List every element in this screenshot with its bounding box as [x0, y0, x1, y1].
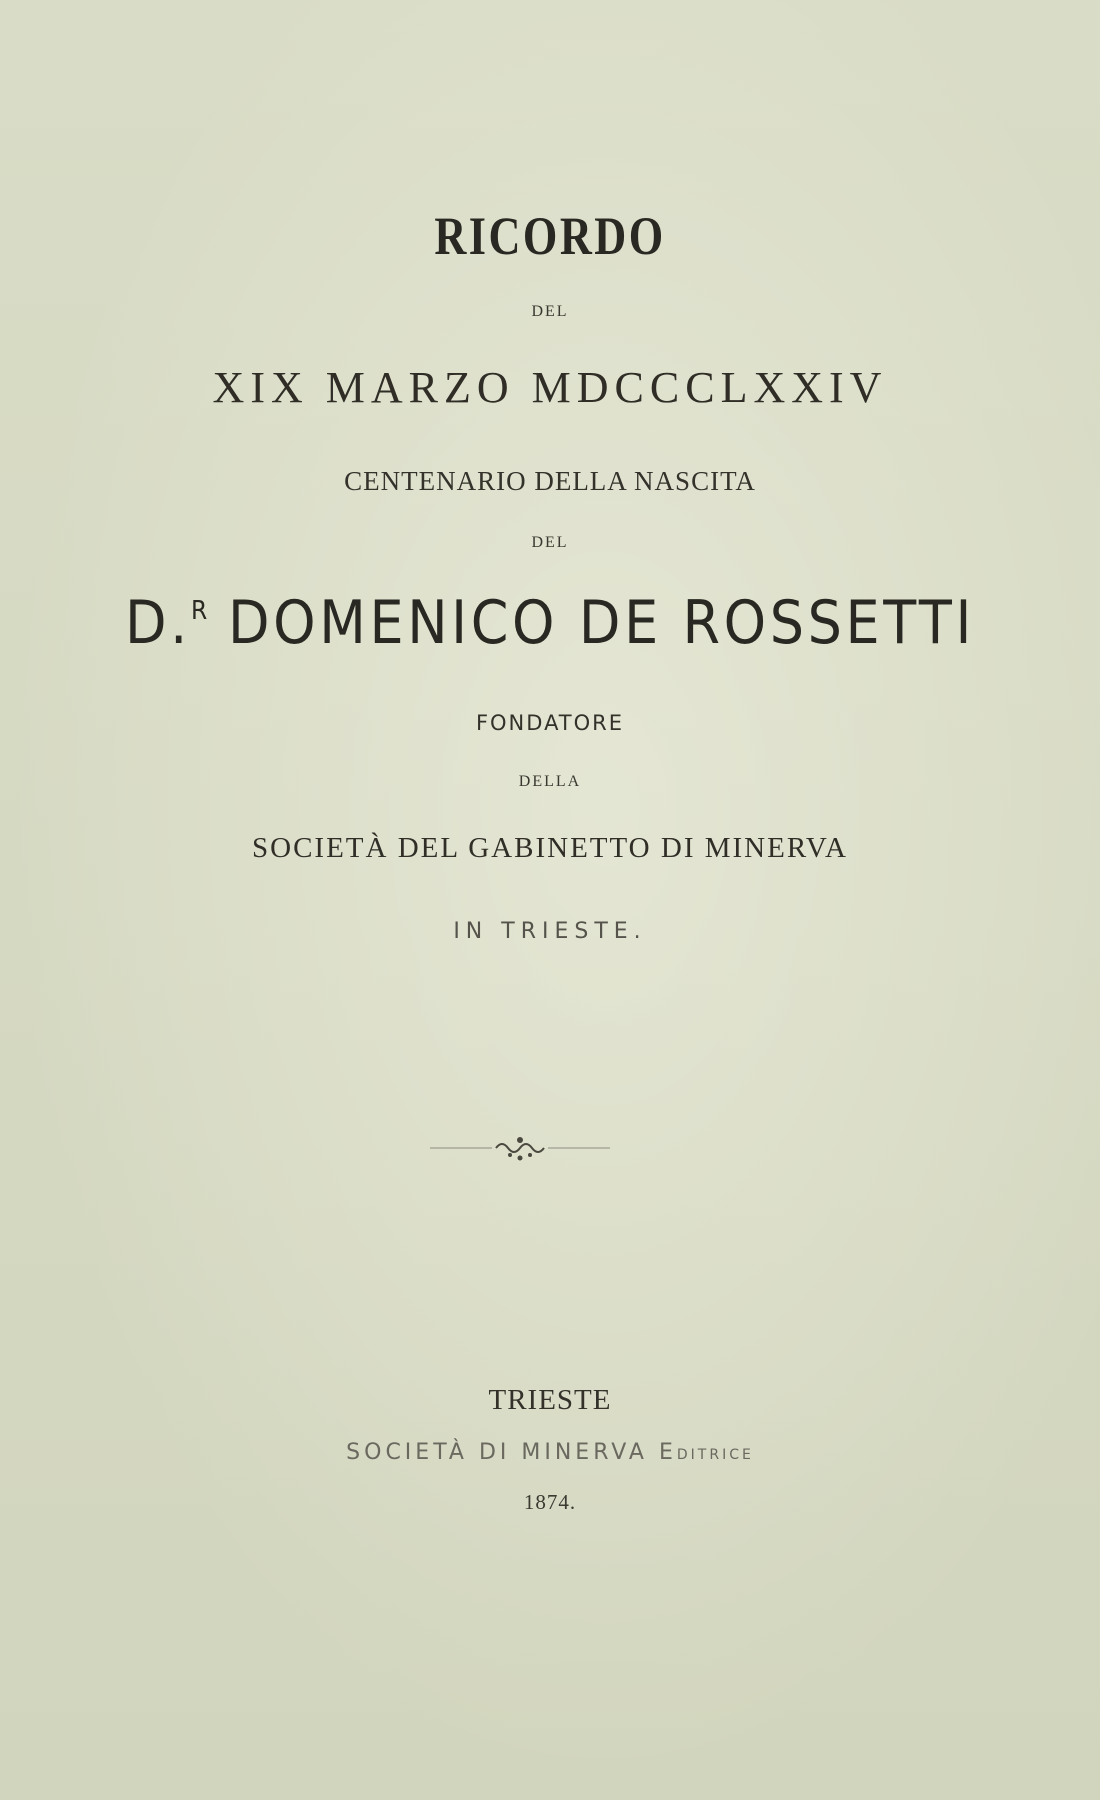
connector-del: DEL	[531, 303, 569, 320]
imprint-year: 1874.	[523, 1490, 577, 1514]
publisher-tail: DITRICE	[676, 1447, 754, 1463]
name-prefix: D.	[125, 588, 191, 658]
centenary-line: CENTENARIO DELLA NASCITA	[344, 466, 756, 496]
date-line: XIX MARZO MDCCCLXXIV	[212, 363, 888, 412]
publisher-main: SOCIETÀ DI MINERVA E	[346, 1440, 677, 1465]
page-title: RICORDO	[434, 206, 666, 266]
connector-del-2: DEL	[531, 534, 569, 551]
location-line: IN TRIESTE.	[453, 919, 647, 944]
connector-della: DELLA	[518, 773, 582, 790]
founder-line: FONDATORE	[475, 711, 625, 735]
name-text: DOMENICO DE ROSSETTI	[227, 588, 975, 658]
imprint-city: TRIESTE	[488, 1384, 612, 1416]
imprint-publisher	[0, 1440, 1100, 1465]
society-line: SOCIETÀ DEL GABINETTO DI MINERVA	[252, 832, 848, 864]
printer-ornament-icon	[430, 1128, 610, 1168]
name-superscript: R	[190, 596, 208, 626]
honoree-name	[55, 588, 1045, 658]
